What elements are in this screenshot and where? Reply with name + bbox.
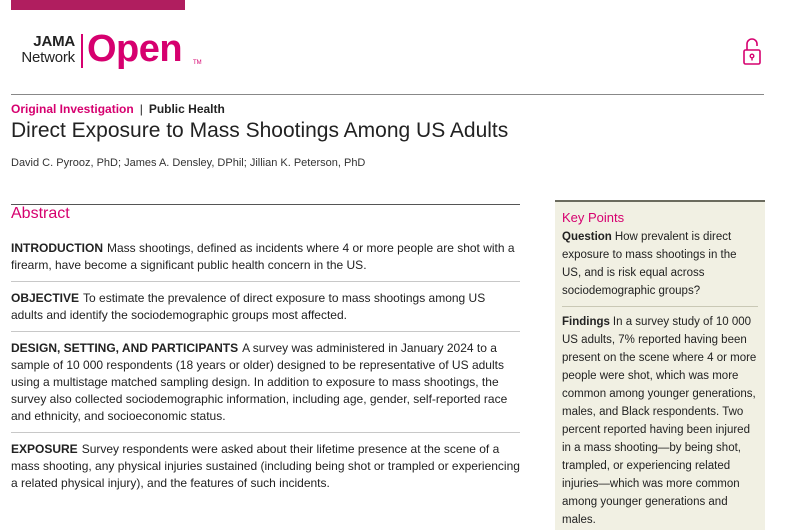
article-title: Direct Exposure to Mass Shootings Among US Adults — [11, 119, 509, 142]
article-type: Original Investigation — [11, 102, 134, 116]
key-points-findings — [562, 313, 758, 529]
key-points-heading: Key Points — [562, 210, 625, 225]
key-points-question-lead: Question — [562, 231, 612, 243]
unlocked-padlock-icon[interactable] — [742, 36, 762, 68]
abstract-objective — [11, 290, 520, 331]
abstract-section-lead: DESIGN, SETTING, AND PARTICIPANTS — [11, 341, 239, 355]
header-divider — [11, 94, 764, 95]
paragraph-divider — [11, 281, 520, 282]
abstract-section-text: A survey was administered in January 2024 to a sample of 10 000 respondents (18 years or older) designed to be representative of US adults using a multistage matched sampling design. In addition to exposure to mass shootings, the survey also collected sociodemographic information, including age, gender, self-reported race and ethnicity, and socioeconomic status. — [11, 341, 508, 423]
key-points-findings-lead: Findings — [562, 316, 610, 328]
abstract-body — [11, 240, 520, 499]
abstract-introduction — [11, 240, 520, 281]
key-points-divider — [562, 306, 758, 307]
abstract-exposure — [11, 441, 520, 499]
article-separator: | — [139, 102, 143, 116]
abstract-heading: Abstract — [11, 205, 70, 222]
abstract-section-lead: EXPOSURE — [11, 442, 78, 456]
abstract-divider — [11, 204, 520, 205]
paragraph-divider — [11, 432, 520, 433]
logo-line-2: Network — [21, 49, 75, 66]
abstract-section-lead: OBJECTIVE — [11, 291, 80, 305]
key-points-findings-text: In a survey study of 10 000 US adults, 7% reported having been present on the scene where 4 or more people were shot, which was more common among younger generations, males, and Black respondents. Two percent reported having been injured in a mass shooting—by being shot, trampled, or experiencing related injuries—which was more common among younger generations and males. — [562, 316, 757, 526]
key-points-box — [555, 200, 765, 530]
article-section-line — [11, 102, 225, 116]
abstract-section-text: Survey respondents were asked about their lifetime presence at the scene of a mass shooting, any physical injuries sustained (including being shot or trampled or experiencing a related physical injury), and the features of such incidents. — [11, 442, 520, 490]
logo-line-1: JAMA — [33, 33, 75, 50]
abstract-section-text: Mass shootings, defined as incidents where 4 or more people are shot with a firearm, have become a significant public health concern in the US. — [11, 241, 515, 272]
abstract-design — [11, 340, 520, 432]
article-topic: Public Health — [148, 102, 225, 116]
logo-divider — [81, 34, 83, 68]
key-points-question — [562, 228, 758, 300]
logo-open-text: Open — [87, 28, 183, 70]
logo-trademark: TM — [193, 60, 202, 66]
abstract-section-lead: INTRODUCTION — [11, 241, 103, 255]
logo-wordmark — [11, 34, 75, 66]
abstract-section-text: To estimate the prevalence of direct exposure to mass shootings among US adults and identify the sociodemographic groups most affected. — [11, 291, 486, 322]
article-authors: David C. Pyrooz, PhD; James A. Densley, DPhil; Jillian K. Peterson, PhD — [11, 157, 366, 169]
top-accent-bar — [11, 0, 185, 10]
paragraph-divider — [11, 331, 520, 332]
key-points-question-text: How prevalent is direct exposure to mass shootings in the US, and is risk equal across sociodemographic groups? — [562, 231, 737, 297]
